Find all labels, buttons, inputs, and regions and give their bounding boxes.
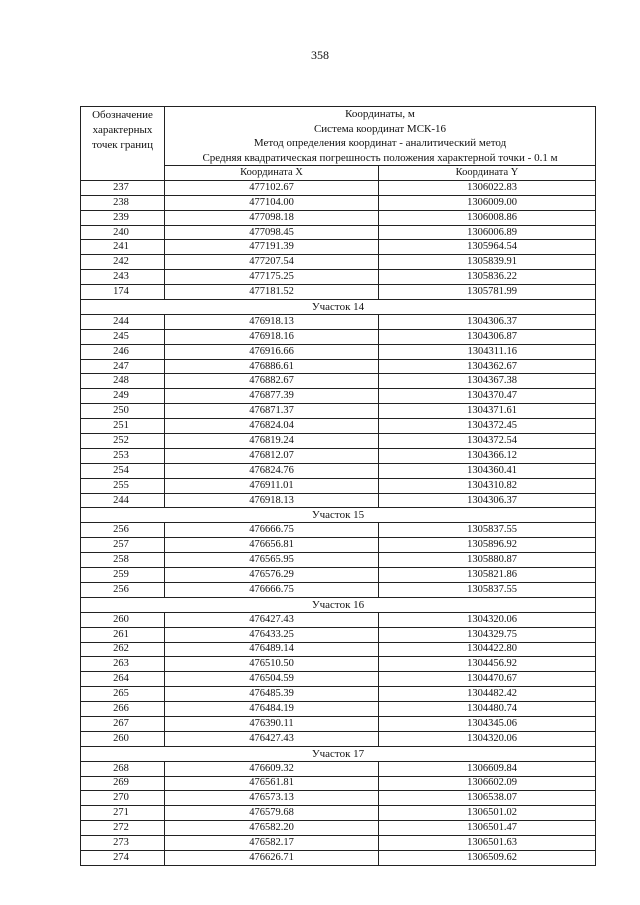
y-coordinate: 1304320.06 xyxy=(379,731,596,746)
table-row xyxy=(81,374,596,389)
table-row xyxy=(81,627,596,642)
x-coordinate: 476918.13 xyxy=(165,493,379,508)
x-coordinate: 476819.24 xyxy=(165,434,379,449)
point-number: 248 xyxy=(81,374,165,389)
point-number: 268 xyxy=(81,761,165,776)
point-number: 237 xyxy=(81,180,165,195)
point-number: 243 xyxy=(81,270,165,285)
y-coordinate: 1306006.89 xyxy=(379,225,596,240)
table-row xyxy=(81,240,596,255)
y-coordinate: 1306509.62 xyxy=(379,850,596,865)
table-row xyxy=(81,582,596,597)
table-header-row xyxy=(81,107,596,166)
y-coordinate: 1304311.16 xyxy=(379,344,596,359)
y-coordinate: 1305837.55 xyxy=(379,523,596,538)
y-coordinate: 1304362.67 xyxy=(379,359,596,374)
point-number: 262 xyxy=(81,642,165,657)
x-coordinate: 476484.19 xyxy=(165,702,379,717)
table-row xyxy=(81,359,596,374)
table-row xyxy=(81,329,596,344)
x-coordinate: 476916.66 xyxy=(165,344,379,359)
table-row xyxy=(81,672,596,687)
table-row xyxy=(81,448,596,463)
section-title-row xyxy=(81,300,596,315)
point-number: 254 xyxy=(81,463,165,478)
x-coordinate: 476812.07 xyxy=(165,448,379,463)
table-row xyxy=(81,344,596,359)
point-number: 265 xyxy=(81,687,165,702)
table-row xyxy=(81,761,596,776)
x-coordinate: 476911.01 xyxy=(165,478,379,493)
y-coordinate: 1306602.09 xyxy=(379,776,596,791)
point-designation-header-line3: точек границ xyxy=(92,139,153,151)
y-coordinate: 1304367.38 xyxy=(379,374,596,389)
point-number: 257 xyxy=(81,538,165,553)
x-coordinate: 476504.59 xyxy=(165,672,379,687)
table-row xyxy=(81,731,596,746)
table-row xyxy=(81,389,596,404)
coordinates-table xyxy=(80,106,596,866)
point-number: 259 xyxy=(81,568,165,583)
y-coordinate: 1305880.87 xyxy=(379,553,596,568)
point-number: 238 xyxy=(81,195,165,210)
y-coordinate: 1304310.82 xyxy=(379,478,596,493)
y-coordinate: 1305839.91 xyxy=(379,255,596,270)
table-body xyxy=(81,107,596,866)
table-row xyxy=(81,687,596,702)
x-coordinate: 476609.32 xyxy=(165,761,379,776)
table-row xyxy=(81,776,596,791)
section-title: Участок 15 xyxy=(81,508,596,523)
y-coordinate: 1305781.99 xyxy=(379,285,596,300)
x-coordinate: 476666.75 xyxy=(165,582,379,597)
x-coordinate: 476626.71 xyxy=(165,850,379,865)
point-number: 273 xyxy=(81,836,165,851)
table-row xyxy=(81,821,596,836)
coordinates-header-line2: Система координат МСК-16 xyxy=(313,122,447,135)
table-row xyxy=(81,612,596,627)
section-title: Участок 17 xyxy=(81,746,596,761)
point-number: 266 xyxy=(81,702,165,717)
point-number: 264 xyxy=(81,672,165,687)
point-number: 251 xyxy=(81,419,165,434)
point-number: 244 xyxy=(81,493,165,508)
x-coordinate: 476510.50 xyxy=(165,657,379,672)
point-number: 263 xyxy=(81,657,165,672)
point-number: 256 xyxy=(81,523,165,538)
y-coordinate: 1304306.37 xyxy=(379,493,596,508)
y-coordinate: 1304456.92 xyxy=(379,657,596,672)
x-coordinate: 477102.67 xyxy=(165,180,379,195)
x-coordinate: 477098.18 xyxy=(165,210,379,225)
section-title-row xyxy=(81,508,596,523)
y-coordinate: 1304371.61 xyxy=(379,404,596,419)
table-row xyxy=(81,568,596,583)
section-title: Участок 16 xyxy=(81,597,596,612)
point-designation-header xyxy=(81,107,165,181)
x-coordinate: 476824.04 xyxy=(165,419,379,434)
table-row xyxy=(81,255,596,270)
table-row xyxy=(81,434,596,449)
coordinates-header xyxy=(165,107,596,166)
point-number: 255 xyxy=(81,478,165,493)
y-coordinate: 1304306.37 xyxy=(379,314,596,329)
x-coordinate: 476871.37 xyxy=(165,404,379,419)
point-number: 258 xyxy=(81,553,165,568)
table-row xyxy=(81,642,596,657)
table-row xyxy=(81,553,596,568)
x-coordinate: 477181.52 xyxy=(165,285,379,300)
page-number: 358 xyxy=(311,48,329,62)
y-coordinate: 1304360.41 xyxy=(379,463,596,478)
x-coordinate: 476573.13 xyxy=(165,791,379,806)
point-number: 174 xyxy=(81,285,165,300)
y-coordinate: 1305837.55 xyxy=(379,582,596,597)
table-row xyxy=(81,270,596,285)
point-number: 244 xyxy=(81,314,165,329)
y-coordinate: 1305836.22 xyxy=(379,270,596,285)
point-number: 260 xyxy=(81,612,165,627)
x-coordinate: 476565.95 xyxy=(165,553,379,568)
point-number: 247 xyxy=(81,359,165,374)
y-coordinate: 1306501.63 xyxy=(379,836,596,851)
point-number: 249 xyxy=(81,389,165,404)
section-title: Участок 14 xyxy=(81,300,596,315)
y-coordinate: 1304366.12 xyxy=(379,448,596,463)
table-row xyxy=(81,836,596,851)
y-coordinate: 1306501.47 xyxy=(379,821,596,836)
table-row xyxy=(81,806,596,821)
table-row xyxy=(81,285,596,300)
table-row xyxy=(81,404,596,419)
point-number: 242 xyxy=(81,255,165,270)
section-title-row xyxy=(81,746,596,761)
section-title-row xyxy=(81,597,596,612)
y-coordinate: 1304372.45 xyxy=(379,419,596,434)
coordinates-header-line3: Метод определения координат - аналитический метод xyxy=(253,137,507,149)
table-row xyxy=(81,210,596,225)
point-number: 272 xyxy=(81,821,165,836)
x-column-header: Координата X xyxy=(165,166,379,181)
y-coordinate: 1304320.06 xyxy=(379,612,596,627)
y-coordinate: 1304345.06 xyxy=(379,716,596,731)
point-number: 245 xyxy=(81,329,165,344)
x-coordinate: 476427.43 xyxy=(165,612,379,627)
x-coordinate: 476886.61 xyxy=(165,359,379,374)
point-number: 267 xyxy=(81,716,165,731)
point-number: 271 xyxy=(81,806,165,821)
table-row xyxy=(81,657,596,672)
y-coordinate: 1306501.02 xyxy=(379,806,596,821)
point-number: 270 xyxy=(81,791,165,806)
x-coordinate: 476485.39 xyxy=(165,687,379,702)
y-column-header: Координата Y xyxy=(379,166,596,181)
y-coordinate: 1304370.47 xyxy=(379,389,596,404)
x-coordinate: 476489.14 xyxy=(165,642,379,657)
x-coordinate: 476656.81 xyxy=(165,538,379,553)
table-row xyxy=(81,419,596,434)
x-coordinate: 477098.45 xyxy=(165,225,379,240)
x-coordinate: 476433.25 xyxy=(165,627,379,642)
y-coordinate: 1305821.86 xyxy=(379,568,596,583)
x-coordinate: 476576.29 xyxy=(165,568,379,583)
y-coordinate: 1304306.87 xyxy=(379,329,596,344)
table-row xyxy=(81,225,596,240)
y-coordinate: 1306538.07 xyxy=(379,791,596,806)
y-coordinate: 1304470.67 xyxy=(379,672,596,687)
x-coordinate: 476918.13 xyxy=(165,314,379,329)
point-designation-header-line1: Обозначение xyxy=(92,109,153,121)
point-number: 241 xyxy=(81,240,165,255)
y-coordinate: 1306009.00 xyxy=(379,195,596,210)
x-coordinate: 476579.68 xyxy=(165,806,379,821)
point-number: 250 xyxy=(81,404,165,419)
point-number: 261 xyxy=(81,627,165,642)
table-row xyxy=(81,523,596,538)
table-row xyxy=(81,702,596,717)
point-number: 253 xyxy=(81,448,165,463)
table-row xyxy=(81,314,596,329)
x-coordinate: 476582.17 xyxy=(165,836,379,851)
y-coordinate: 1304482.42 xyxy=(379,687,596,702)
y-coordinate: 1306022.83 xyxy=(379,180,596,195)
table-row xyxy=(81,195,596,210)
point-number: 269 xyxy=(81,776,165,791)
x-coordinate: 476824.76 xyxy=(165,463,379,478)
table-row xyxy=(81,180,596,195)
point-designation-header-line2: характерных xyxy=(92,124,153,136)
x-coordinate: 476882.67 xyxy=(165,374,379,389)
point-number: 252 xyxy=(81,434,165,449)
y-coordinate: 1304329.75 xyxy=(379,627,596,642)
point-number: 274 xyxy=(81,850,165,865)
x-coordinate: 477104.00 xyxy=(165,195,379,210)
x-coordinate: 476427.43 xyxy=(165,731,379,746)
y-coordinate: 1304422.80 xyxy=(379,642,596,657)
point-number: 239 xyxy=(81,210,165,225)
x-coordinate: 476918.16 xyxy=(165,329,379,344)
point-number: 256 xyxy=(81,582,165,597)
point-number: 260 xyxy=(81,731,165,746)
point-number: 246 xyxy=(81,344,165,359)
y-coordinate: 1304480.74 xyxy=(379,702,596,717)
coordinates-header-line4: Средняя квадратическая погрешность положения характерной точки - 0.1 м xyxy=(202,151,558,164)
x-coordinate: 477191.39 xyxy=(165,240,379,255)
x-coordinate: 476666.75 xyxy=(165,523,379,538)
y-coordinate: 1305896.92 xyxy=(379,538,596,553)
table-row xyxy=(81,463,596,478)
y-coordinate: 1306008.86 xyxy=(379,210,596,225)
table-row xyxy=(81,850,596,865)
x-coordinate: 476877.39 xyxy=(165,389,379,404)
y-coordinate: 1306609.84 xyxy=(379,761,596,776)
y-coordinate: 1304372.54 xyxy=(379,434,596,449)
table-row xyxy=(81,791,596,806)
point-number: 240 xyxy=(81,225,165,240)
table-row xyxy=(81,493,596,508)
x-coordinate: 476561.81 xyxy=(165,776,379,791)
table-row xyxy=(81,538,596,553)
x-coordinate: 477207.54 xyxy=(165,255,379,270)
table-row xyxy=(81,716,596,731)
y-coordinate: 1305964.54 xyxy=(379,240,596,255)
table-row xyxy=(81,478,596,493)
x-coordinate: 476582.20 xyxy=(165,821,379,836)
x-coordinate: 477175.25 xyxy=(165,270,379,285)
x-coordinate: 476390.11 xyxy=(165,716,379,731)
coordinates-header-line1: Координаты, м xyxy=(345,108,415,120)
